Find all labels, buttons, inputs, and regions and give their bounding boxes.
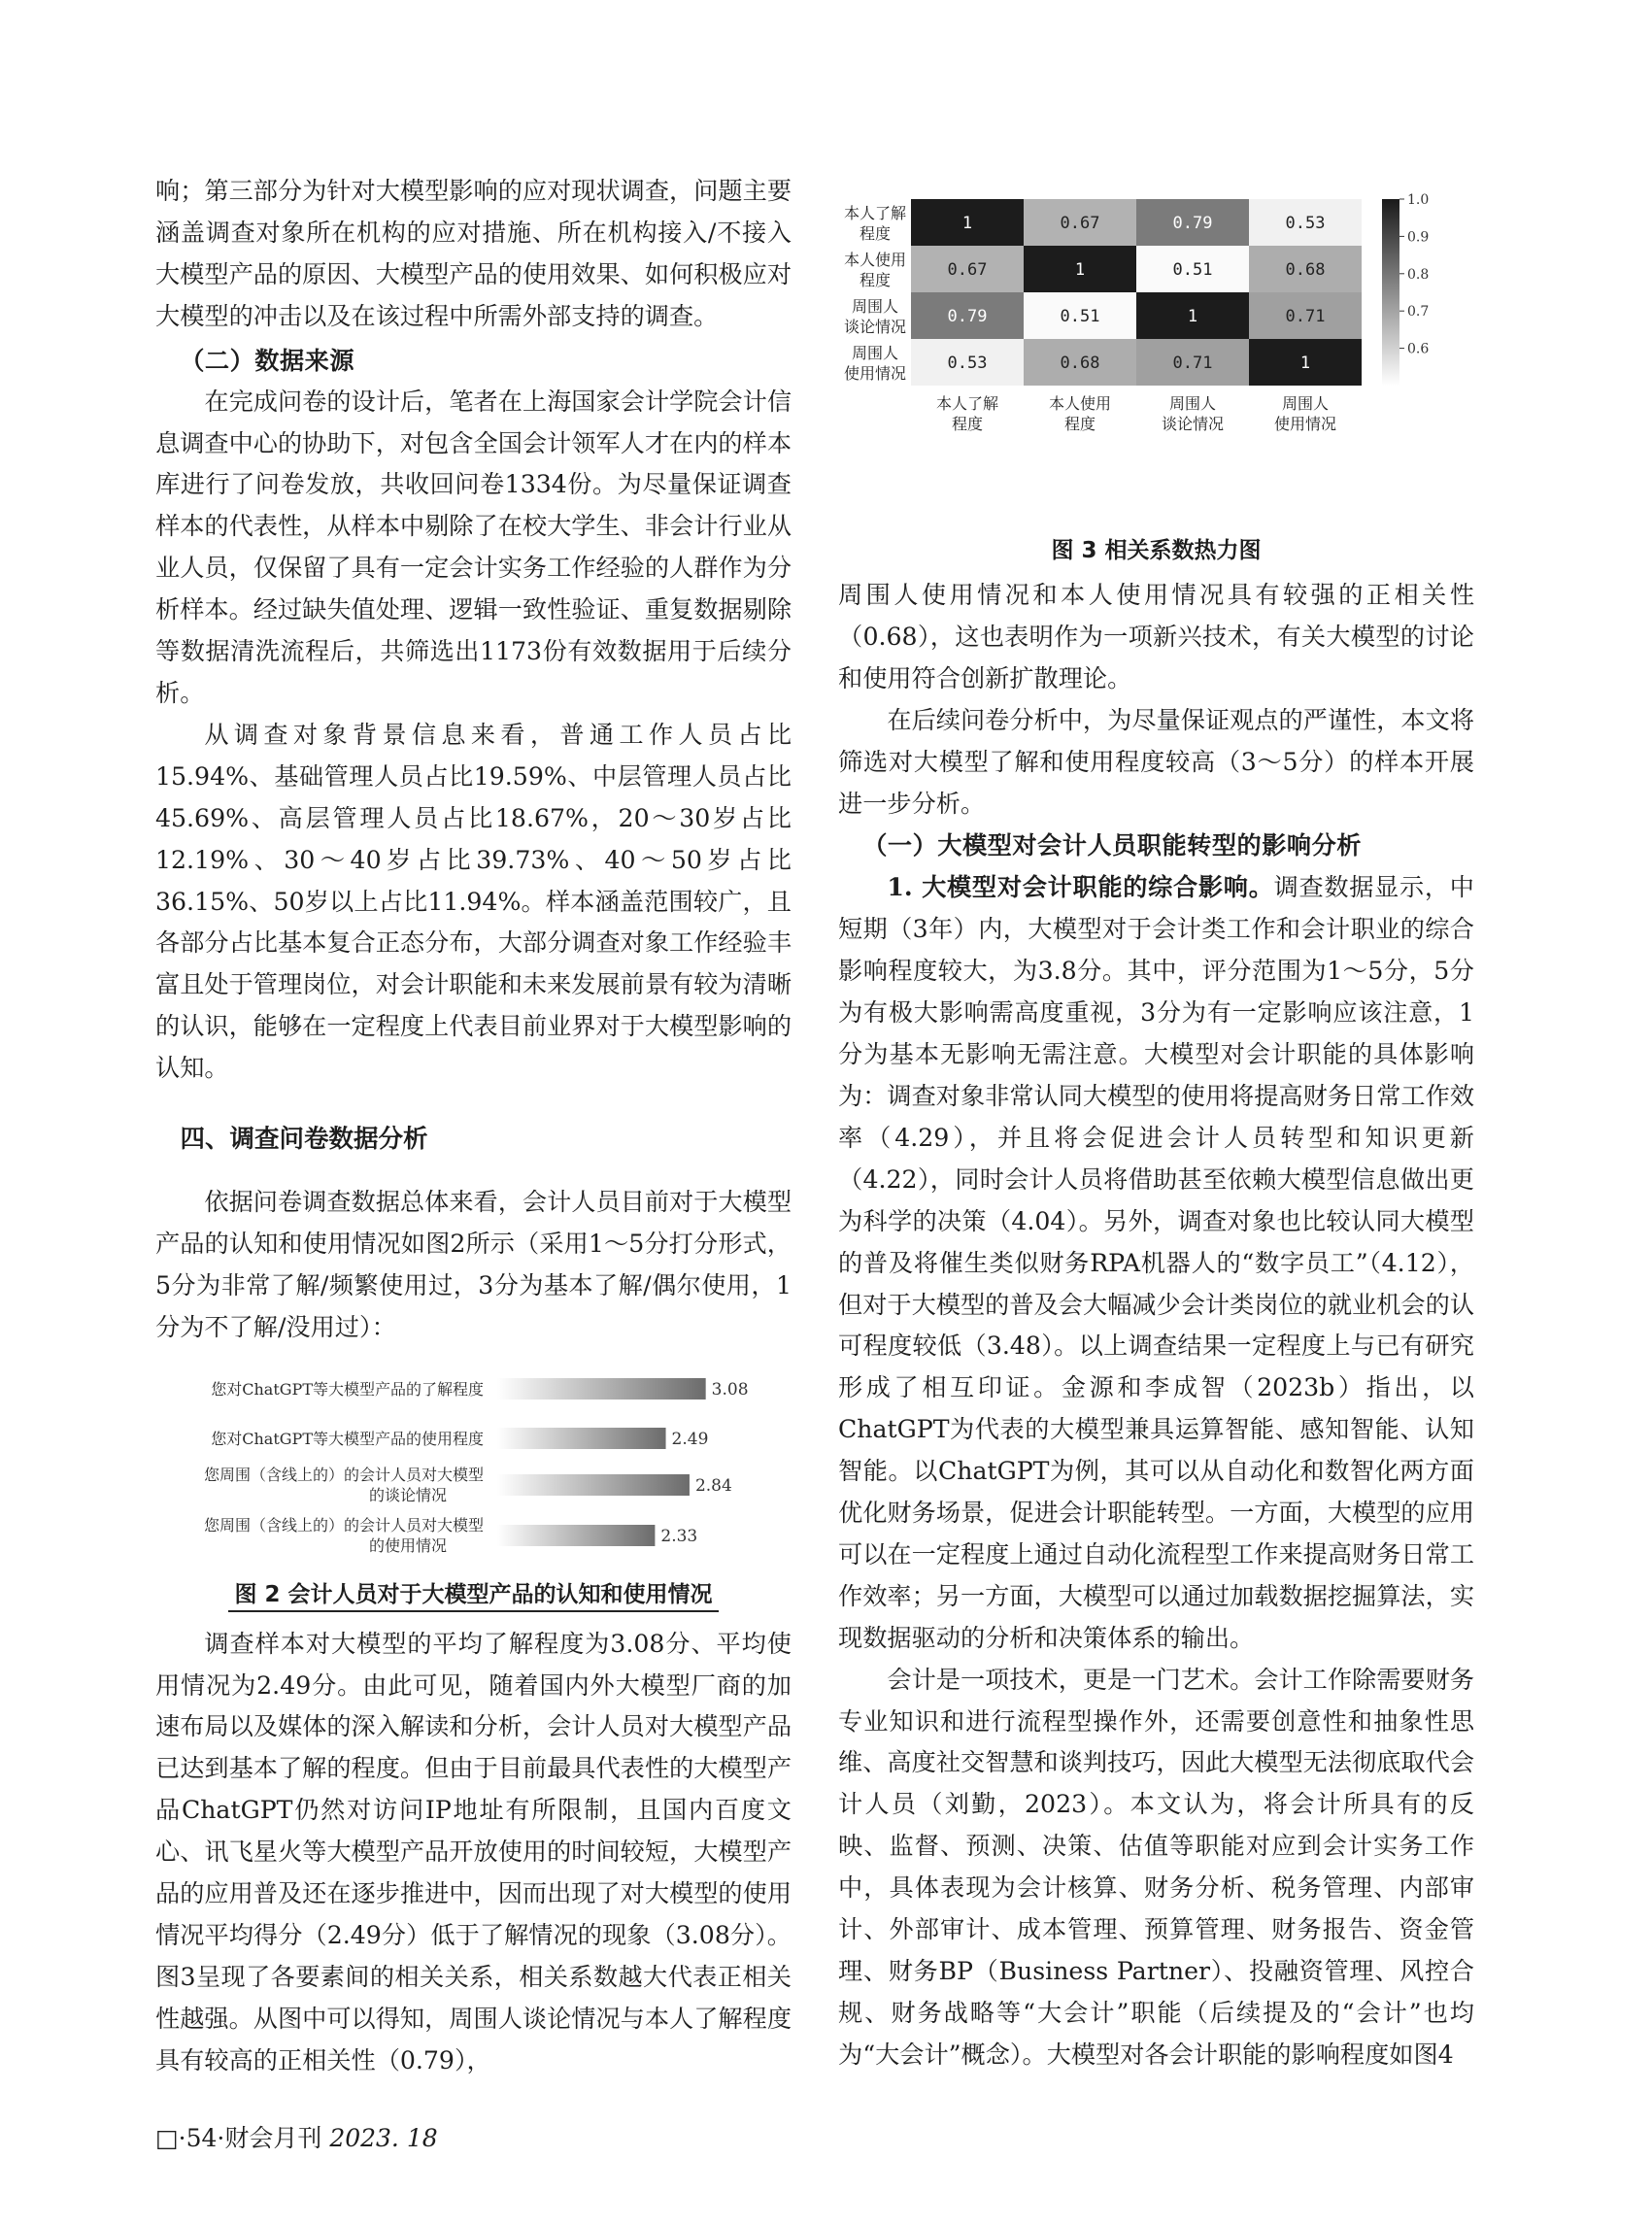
category-label: 的使用情况: [368, 1535, 448, 1555]
paragraph: 在完成问卷的设计后，笔者在上海国家会计学院会计信息调查中心的协助下，对包含全国会计领军人才在内的样本库进行了问卷发放，共收回问卷1334份。为尽量保证调查样本的代表性，从样本中剔除了在校大学生、非会计行业从业人员，仅保留了具有一定会计实务工作经验的人群作为分析样本。经过缺失值处理、逻辑一致性验证、重复数据剔除等数据清洗流程后，共筛选出1173份有效数据用于后续分析。: [155, 387, 792, 707]
heatmap-column-label: 程度: [951, 415, 984, 433]
heatmap-value-label: 1: [961, 214, 973, 233]
left-column: [155, 171, 792, 2082]
bar: [497, 1428, 666, 1449]
figure-2-caption: 图 2 会计人员对于大模型产品的认知和使用情况: [228, 1576, 718, 1612]
heatmap-value-label: 0.71: [1285, 307, 1326, 326]
subsection-heading: （一）大模型对会计人员职能转型的影响分析: [862, 831, 1362, 860]
figure-3-caption: 图 3 相关系数热力图: [1051, 538, 1262, 563]
bar: [497, 1525, 655, 1546]
category-label: 您周围（含线上的）的会计人员对大模型: [203, 1515, 484, 1535]
heatmap-value-label: 0.79: [947, 307, 988, 326]
footer-box-icon: □: [155, 2124, 179, 2152]
heatmap-column-label: 程度: [1063, 415, 1096, 433]
category-label: 您周围（含线上的）的会计人员对大模型: [203, 1465, 484, 1484]
heatmap-column-label: 本人了解: [935, 394, 999, 413]
paragraph: [838, 866, 1474, 1659]
bar-value-label: 2.84: [694, 1475, 732, 1496]
heatmap-column-label: 谈论情况: [1161, 415, 1225, 433]
paragraph-lead: 1. 大模型对会计职能的综合影响。: [887, 872, 1274, 902]
colorbar-tick-label: 0.7: [1407, 304, 1430, 320]
heatmap-value-label: 0.68: [1285, 260, 1326, 280]
bar: [497, 1378, 706, 1400]
bar-chart-svg: [155, 1366, 792, 1570]
paragraph: 调查样本对大模型的平均了解程度为3.08分、平均使用情况为2.49分。由此可见，随着国内外大模型厂商的加速布局以及媒体的深入解读和分析，会计人员对大模型产品已达到基本了解的程度。但由于目前最具代表性的大模型产品ChatGPT仍然对访问IP地址有所限制，且国内百度文心、讯飞星火等大模型产品开放使用的时间较短，大模型产品的应用普及还在逐步推进中，因而出现了对大模型的使用情况平均得分（2.49分）低于了解情况的现象（3.08分）。图3呈现了各要素间的相关关系，相关系数越大代表正相关性越强。从图中可以得知，周围人谈论情况与本人了解程度具有较高的正相关性（0.79），: [155, 1629, 792, 2074]
bar-value-label: 2.33: [660, 1526, 698, 1546]
heatmap-column-label: 本人使用: [1048, 394, 1112, 413]
section-heading: 四、调查问卷数据分析: [180, 1125, 428, 1155]
heatmap-column-label: 周围人: [1281, 394, 1330, 413]
category-label: 的谈论情况: [368, 1485, 448, 1504]
category-label: 您对ChatGPT等大模型产品的使用程度: [211, 1429, 484, 1448]
bar-value-label: 3.08: [711, 1379, 749, 1400]
heatmap-value-label: 0.51: [1172, 260, 1213, 280]
paragraph: 响；第三部分为针对大模型影响的应对现状调查，问题主要涵盖调查对象所在机构的应对措施、所在机构接入/不接入大模型产品的原因、大模型产品的使用效果、如何积极应对大模型的冲击以及在该过程中所需外部支持的调查。: [155, 177, 792, 330]
figure-2-bar-chart: [155, 1366, 792, 1570]
paragraph: 从调查对象背景信息来看，普通工作人员占比15.94%、基础管理人员占比19.59%、中层管理人员占比45.69%、高层管理人员占比18.67%，20～30岁占比12.19%、30～40岁占比39.73%、40～50岁占比36.15%、50岁以上占比11.94%。样本涵盖范围较广，且各部分占比基本复合正态分布，大部分调查对象工作经验丰富且处于管理岗位，对会计职能和未来发展前景有较为清晰的认识，能够在一定程度上代表目前业界对于大模型影响的认知。: [155, 720, 792, 1083]
subsection-heading: （二）数据来源: [180, 346, 354, 375]
heatmap-row-label: 谈论情况: [843, 318, 907, 336]
heatmap-row-label: 程度: [859, 224, 892, 243]
heatmap-row-label: 周围人: [851, 297, 899, 316]
heatmap-value-label: 0.67: [1060, 214, 1100, 233]
heatmap-row-label: 周围人: [851, 344, 899, 362]
heatmap-column-label: 使用情况: [1273, 415, 1337, 433]
heatmap-column-label: 周围人: [1168, 394, 1217, 413]
heatmap-row-label: 本人了解: [843, 204, 907, 222]
heatmap-row-label: 程度: [859, 271, 892, 289]
right-column: [838, 550, 1474, 2076]
heatmap-value-label: 1: [1187, 307, 1198, 326]
issue-number: 2023. 18: [329, 2124, 438, 2152]
heatmap-value-label: 0.53: [947, 354, 988, 373]
heatmap-value-label: 0.51: [1060, 307, 1100, 326]
heatmap-value-label: 0.79: [1172, 214, 1213, 233]
heatmap-svg: [838, 185, 1474, 534]
paragraph-body: 调查数据显示，中短期（3年）内，大模型对于会计类工作和会计职业的综合影响程度较大，为3.8分。其中，评分范围为1～5分，5分为有极大影响需高度重视，3分为有一定影响应该注意，1分为基本无影响无需注意。大模型对会计职能的具体影响为：调查对象非常认同大模型的使用将提高财务日常工作效率（4.29），并且将会促进会计人员转型和知识更新（4.22），同时会计人员将借助甚至依赖大模型信息做出更为科学的决策（4.04）。另外，调查对象也比较认同大模型的普及将催生类似财务RPA机器人的“数字员工”（4.12），但对于大模型的普及会大幅减少会计类岗位的就业机会的认可程度较低（3.48）。以上调查结果一定程度上与已有研究形成了相互印证。金源和李成智（2023b）指出，以ChatGPT为代表的大模型兼具运算智能、感知智能、认知智能。以ChatGPT为例，其可以从自动化和数智化两方面优化财务场景，促进会计职能转型。一方面，大模型的应用可以在一定程度上通过自动化流程型工作来提高财务日常工作效率；另一方面，大模型可以通过加载数据挖掘算法，实现数据驱动的分析和决策体系的输出。: [838, 873, 1474, 1652]
colorbar-tick-label: 0.8: [1407, 266, 1430, 283]
heatmap-row-label: 本人使用: [843, 251, 907, 269]
heatmap-value-label: 0.71: [1172, 354, 1213, 373]
colorbar: [1382, 199, 1399, 386]
figure-3-heatmap: [838, 185, 1474, 534]
page-number: ·54·: [178, 2124, 225, 2152]
category-label: 您对ChatGPT等大模型产品的了解程度: [211, 1379, 484, 1399]
page-footer: [155, 2119, 438, 2154]
colorbar-tick-label: 0.9: [1407, 229, 1430, 246]
heatmap-row-label: 使用情况: [843, 364, 907, 383]
heatmap-value-label: 0.68: [1060, 354, 1100, 373]
paragraph: 在后续问卷分析中，为尽量保证观点的严谨性，本文将筛选对大模型了解和使用程度较高（3～5分）的样本开展进一步分析。: [838, 705, 1474, 818]
heatmap-value-label: 1: [1299, 354, 1311, 373]
colorbar-tick-label: 1.0: [1407, 192, 1430, 208]
bar-value-label: 2.49: [671, 1429, 709, 1449]
journal-name: 财会月刊: [224, 2124, 322, 2152]
bar: [497, 1474, 690, 1496]
heatmap-value-label: 0.67: [947, 260, 988, 280]
heatmap-value-label: 1: [1074, 260, 1086, 280]
paragraph: 周围人使用情况和本人使用情况具有较强的正相关性（0.68），这也表明作为一项新兴技术，有关大模型的讨论和使用符合创新扩散理论。: [838, 581, 1474, 692]
heatmap-value-label: 0.53: [1285, 214, 1326, 233]
colorbar-tick-label: 0.6: [1407, 341, 1430, 357]
paragraph: 会计是一项技术，更是一门艺术。会计工作除需要财务专业知识和进行流程型操作外，还需要创意性和抽象性思维、高度社交智慧和谈判技巧，因此大模型无法彻底取代会计人员（刘勤，2023）。本文认为，将会计所具有的反映、监督、预测、决策、估值等职能对应到会计实务工作中，具体表现为会计核算、财务分析、税务管理、内部审计、外部审计、成本管理、预算管理、财务报告、资金管理、财务BP（Business Partner）、投融资管理、风控合规、财务战略等“大会计”职能（后续提及的“会计”也均为“大会计”概念）。大模型对各会计职能的影响程度如图4: [838, 1665, 1474, 2069]
paragraph: 依据问卷调查数据总体来看，会计人员目前对于大模型产品的认知和使用情况如图2所示（采用1～5分打分形式，5分为非常了解/频繁使用过，3分为基本了解/偶尔使用，1分为不了解/没用过）：: [155, 1188, 792, 1341]
